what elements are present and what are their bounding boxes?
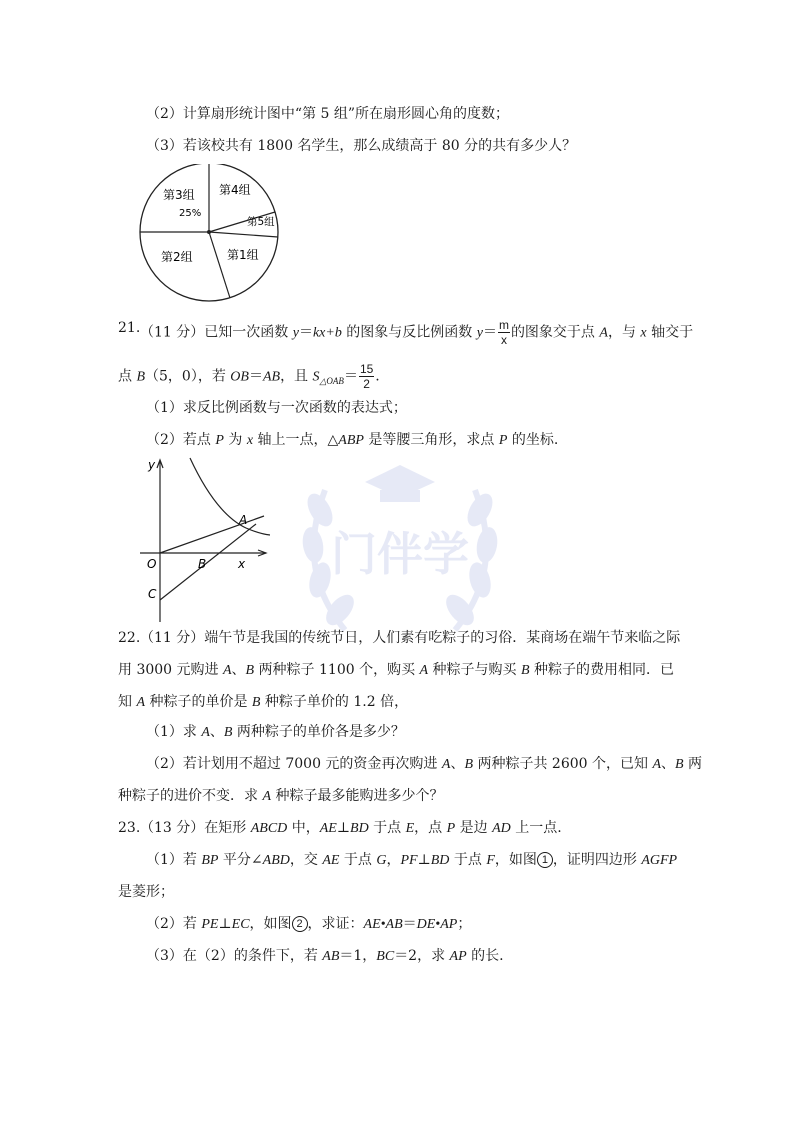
q22-sub2-line1: （2）若计划用不超过 7000 元的资金再次购进 A、B 两种粽子共 2600 个，已知 A、B 两 (146, 756, 703, 772)
pie-chart-figure (133, 164, 285, 304)
q21-stem-line2: 点 B（5，0），若 OB＝AB，且 $S_{\triangle OAB}=$ $\frac{15}{2}$ . (118, 362, 380, 391)
watermark-text: 门伴学 (331, 527, 469, 581)
hyperbola-curve (190, 458, 270, 535)
q22-sub2-line2: 种粽子的进价不变．求 A 种粽子最多能购进多少个？ (118, 788, 444, 804)
q21-number: 21. (118, 320, 141, 336)
q22-stem-line3: 知 A 种粽子的单价是 B 种粽子单价的 1.2 倍， (118, 694, 409, 710)
label-x: x (238, 557, 246, 571)
label-B: B (198, 557, 207, 571)
fraction-15-over-2: $\frac{15}{2}$ (359, 362, 374, 391)
segment-OA (160, 516, 264, 553)
q22-number: 22. (118, 630, 141, 646)
pie-label-group5: 第5组 (247, 216, 275, 228)
q23-number: 23. (118, 820, 141, 836)
pie-center (207, 230, 211, 234)
pie-label-group2: 第2组 (161, 250, 193, 264)
watermark-logo (285, 440, 515, 660)
function-graph-figure (138, 452, 278, 632)
q23-stem: （13 分）在矩形 ABCD 中，AE⊥BD 于点 E，点 P 是边 AD 上一点. (140, 820, 562, 836)
q23-sub3: （3）在（2）的条件下，若 AB＝1，BC＝2，求 AP 的长. (146, 948, 504, 964)
q23-sub1-line1: （1）若 BP 平分∠ABD，交 AE 于点 G，PF⊥BD 于点 F，如图 1 ，证明四边形 AGFP (146, 852, 678, 868)
pie-label-group3: 第3组 (163, 188, 195, 202)
pie-label-group3-pct: 25% (179, 208, 202, 219)
fraction-m-over-x: $\frac{m}{x}$ (498, 318, 509, 347)
q21-sub1: （1）求反比例函数与一次函数的表达式； (146, 400, 407, 416)
q22-stem-line2: 用 3000 元购进 A、B 两种粽子 1100 个，购买 A 种粽子与购买 B 种粽子的费用相同．已 (118, 662, 675, 678)
figure-ref-1: 1 (537, 852, 553, 868)
label-O: O (147, 557, 157, 571)
pie-label-group1: 第1组 (227, 248, 259, 262)
q20-sub3: （3）若该校共有 1800 名学生，那么成绩高于 80 分的共有多少人？ (146, 138, 577, 154)
q22-sub1: （1）求 A、B 两种粽子的单价各是多少？ (146, 724, 405, 740)
label-A: A (239, 513, 248, 527)
q23-sub1-line2: 是菱形； (118, 884, 174, 900)
q21-stem-line1: （11 分）已知一次函数 y＝kx+b 的图象与反比例函数 y＝ $\frac{m}{x}$ 的图象交于点 A，与 x 轴交于 (140, 318, 694, 347)
q22-stem-line1: （11 分）端午节是我国的传统节日，人们素有吃粽子的习俗．某商场在端午节来临之际 (140, 630, 681, 646)
q20-sub2: （2）计算扇形统计图中“第 5 组”所在扇形圆心角的度数； (146, 106, 510, 122)
label-y: y (148, 458, 156, 472)
pie-divider-5-1 (209, 232, 278, 237)
q23-sub2: （2）若 PE⊥EC，如图 2 ，求证：AE•AB＝DE•AP； (146, 916, 472, 932)
figure-ref-2: 2 (292, 916, 308, 932)
q21-sub2: （2）若点 P 为 x 轴上一点，△ABP 是等腰三角形，求点 P 的坐标. (146, 432, 559, 448)
pie-divider-1-2 (209, 232, 230, 298)
pie-label-group4: 第4组 (219, 183, 251, 197)
label-C: C (148, 587, 157, 601)
